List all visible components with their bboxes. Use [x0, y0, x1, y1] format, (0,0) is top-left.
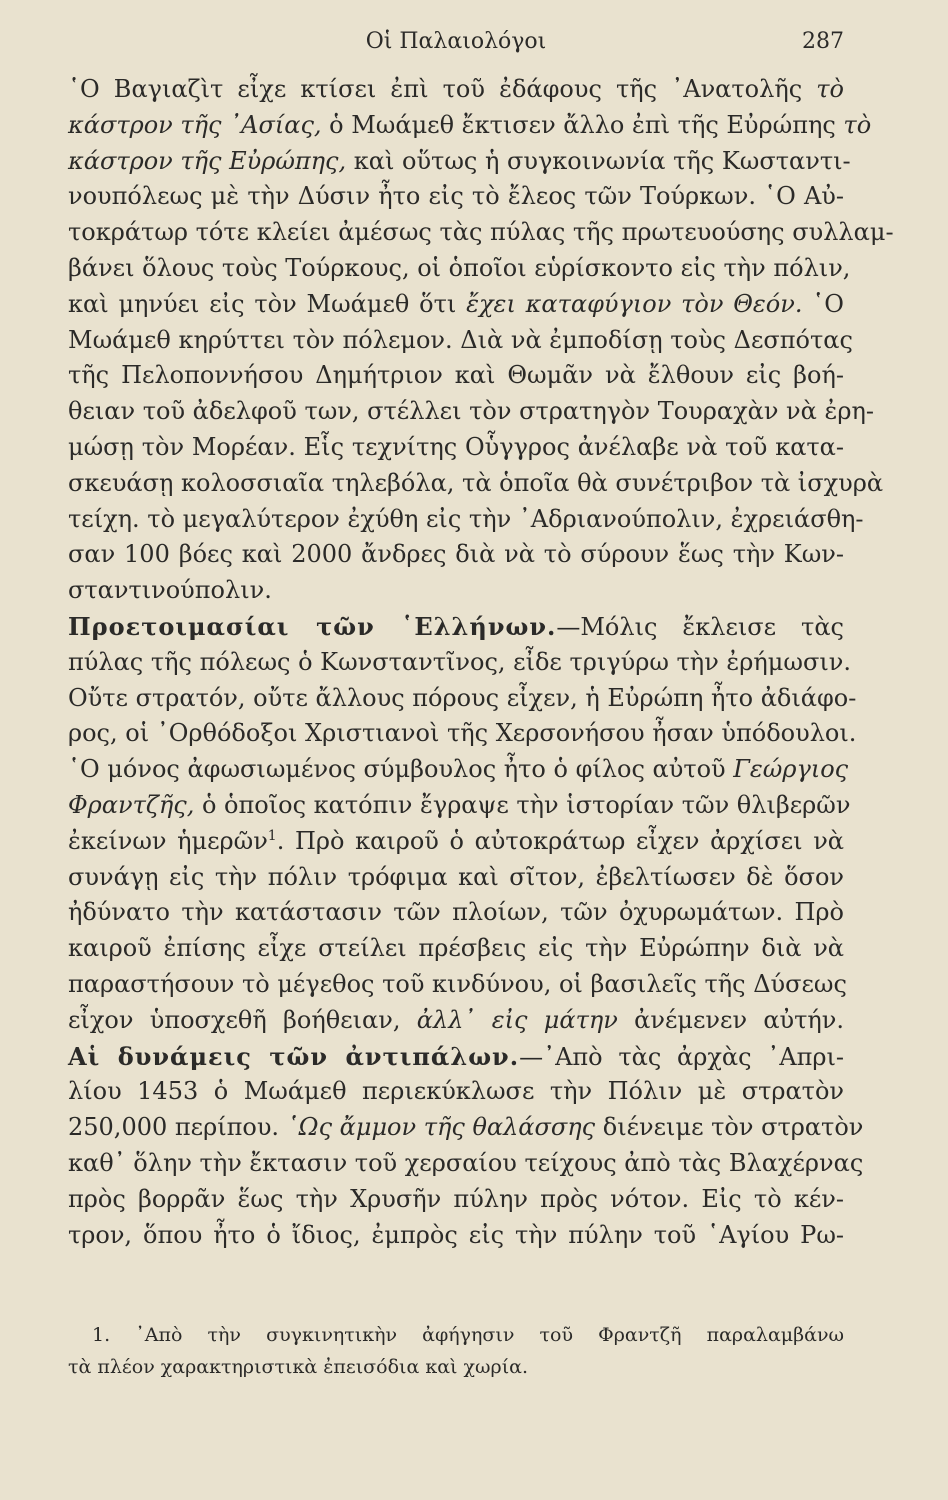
text-line: σκευάσῃ κολοσσιαῖα τηλεβόλα, τὰ ὁποῖα θὰ συνέτριβον τὰ ἰσχυρὰ [68, 468, 884, 497]
section-heading: Προετοιμασίαι τῶν ῾Ελλήνων. [68, 611, 557, 641]
text-line: ῾Ο Βαγιαζὶτ εἶχε κτίσει ἐπὶ τοῦ ἐδάφους τῆς ᾿Ανατολῆς τὸ [68, 75, 844, 103]
text-line: λίου 1453 ὁ Μωάμεθ περιεκύκλωσε τὴν Πόλιν μὲ στρατὸν [68, 1077, 844, 1106]
text-line: παραστήσουν τὸ μέγεθος τοῦ κινδύνου, οἱ βασιλεῖς τῆς Δύσεως [68, 969, 847, 998]
text-line: Μωάμεθ κηρύττει τὸν πόλεμον. Διὰ νὰ ἐμποδίσῃ τοὺς Δεσπότας [68, 325, 853, 354]
body-text [68, 72, 894, 1253]
running-title: Οἱ Παλαιολόγοι [365, 29, 547, 54]
text-line: Οὔτε στρατόν, οὔτε ἄλλους πόρους εἶχεν, ἡ Εὐρώπη ἦτο ἀδιάφο- [68, 683, 857, 712]
text-line: καὶ μηνύει εἰς τὸν Μωάμεθ ὅτι ἔχει καταφύγιον τὸν Θεόν. ῾Ο [68, 289, 844, 318]
text-line: 250,000 περίπου. ῾Ως ἄμμον τῆς θαλάσσης διένειμε τὸν στρατὸν [68, 1113, 864, 1142]
text-line: ῾Ο μόνος ἀφωσιωμένος σύμβουλος ἦτο ὁ φίλος αὐτοῦ Γεώργιος [68, 755, 849, 784]
section-heading-line: Αἱ δυνάμεις τῶν ἀντιπάλων.—᾿Απὸ τὰς ἀρχὰς ᾿Απρι- [68, 1041, 844, 1071]
text-line: τῆς Πελοποννήσου Δημήτριον καὶ Θωμᾶν νὰ ἔλθουν εἰς βοή- [68, 361, 844, 390]
text-line: πρὸς βορρᾶν ἕως τὴν Χρυσῆν πύλην πρὸς νότον. Εἰς τὸ κέν- [68, 1184, 844, 1213]
text-line: τείχη. τὸ μεγαλύτερον ἐχύθη εἰς τὴν ᾿Αδριανούπολιν, ἐχρειάσθη- [68, 504, 864, 533]
text-line: θειαν τοῦ ἀδελφοῦ των, στέλλει τὸν στρατηγὸν Τουραχὰν νὰ ἐρη- [68, 397, 874, 426]
footnote-line: τὰ πλέον χαρακτηριστικὰ ἐπεισόδια καὶ χωρία. [68, 1356, 529, 1378]
text-line: συνάγῃ εἰς τὴν πόλιν τρόφιμα καὶ σῖτον, ἐβελτίωσεν δὲ ὅσον [68, 862, 844, 891]
text-line: εἶχον ὑποσχεθῆ βοήθειαν, ἀλλ᾿ εἰς μάτην ἀνέμενεν αὐτήν. [68, 1005, 845, 1034]
text-line: σταντινούπολιν. [68, 576, 272, 605]
text-line: κάστρον τῆς Εὐρώπης, καὶ οὕτως ἡ συγκοινωνία τῆς Κωσταντι- [68, 146, 851, 175]
text-line: καιροῦ ἐπίσης εἶχε στείλει πρέσβεις εἰς τὴν Εὐρώπην διὰ νὰ [68, 934, 844, 963]
page-number: 287 [802, 29, 844, 54]
text-line: μώσῃ τὸν Μορέαν. Εἷς τεχνίτης Οὗγγρος ἀνέλαβε νὰ τοῦ κατα- [68, 432, 844, 461]
running-head [68, 24, 844, 60]
text-line: τοκράτωρ τότε κλείει ἀμέσως τὰς πύλας τῆς πρωτευούσης συλλαμ- [68, 218, 894, 247]
text-line: τρον, ὅπου ἦτο ὁ ἴδιος, ἐμπρὸς εἰς τὴν πύλην τοῦ ῾Αγίου Ρω- [68, 1220, 844, 1249]
text-line: πύλας τῆς πόλεως ὁ Κωνσταντῖνος, εἶδε τριγύρω τὴν ἐρήμωσιν. [68, 647, 851, 676]
text-line: ρος, οἱ ᾿Ορθόδοξοι Χριστιανοὶ τῆς Χερσονήσου ἦσαν ὑπόδουλοι. [68, 719, 857, 748]
text-line: Φραντζῆς, ὁ ὁποῖος κατόπιν ἔγραψε τὴν ἱστορίαν τῶν θλιβερῶν [68, 790, 851, 819]
text-line: σαν 100 βόες καὶ 2000 ἄνδρες διὰ νὰ τὸ σύρουν ἕως τὴν Κων- [68, 540, 844, 569]
text-line: βάνει ὅλους τοὺς Τούρκους, οἱ ὁποῖοι εὑρίσκοντο εἰς τὴν πόλιν, [68, 253, 851, 282]
text-line: καθ᾿ ὅλην τὴν ἔκτασιν τοῦ χερσαίου τείχους ἀπὸ τὰς Βλαχέρνας [68, 1148, 864, 1177]
text-line: νουπόλεως μὲ τὴν Δύσιν ἦτο εἰς τὸ ἔλεος τῶν Τούρκων. ῾Ο Αὐ- [68, 182, 844, 211]
footnote [68, 1319, 844, 1383]
text-line: ἐκείνων ἡμερῶν$^1$. Πρὸ καιροῦ ὁ αὐτοκράτωρ εἶχεν ἀρχίσει νὰ [68, 826, 845, 855]
section-heading: Αἱ δυνάμεις τῶν ἀντιπάλων. [68, 1041, 520, 1071]
footnote-line: 1. ᾿Απὸ τὴν συγκινητικὴν ἀφήγησιν τοῦ Φραντζῆ παραλαμβάνω [92, 1324, 844, 1346]
text-line: κάστρον τῆς ᾿Ασίας, ὁ Μωάμεθ ἔκτισεν ἄλλο ἐπὶ τῆς Εὐρώπης τὸ [68, 110, 872, 139]
section-heading-line: Προετοιμασίαι τῶν ῾Ελλήνων.—Μόλις ἔκλεισε τὰς [68, 611, 844, 641]
text-line: ἠδύνατο τὴν κατάστασιν τῶν πλοίων, τῶν ὀχυρωμάτων. Πρὸ [68, 898, 844, 927]
footnote-marker: 1 [267, 827, 277, 844]
